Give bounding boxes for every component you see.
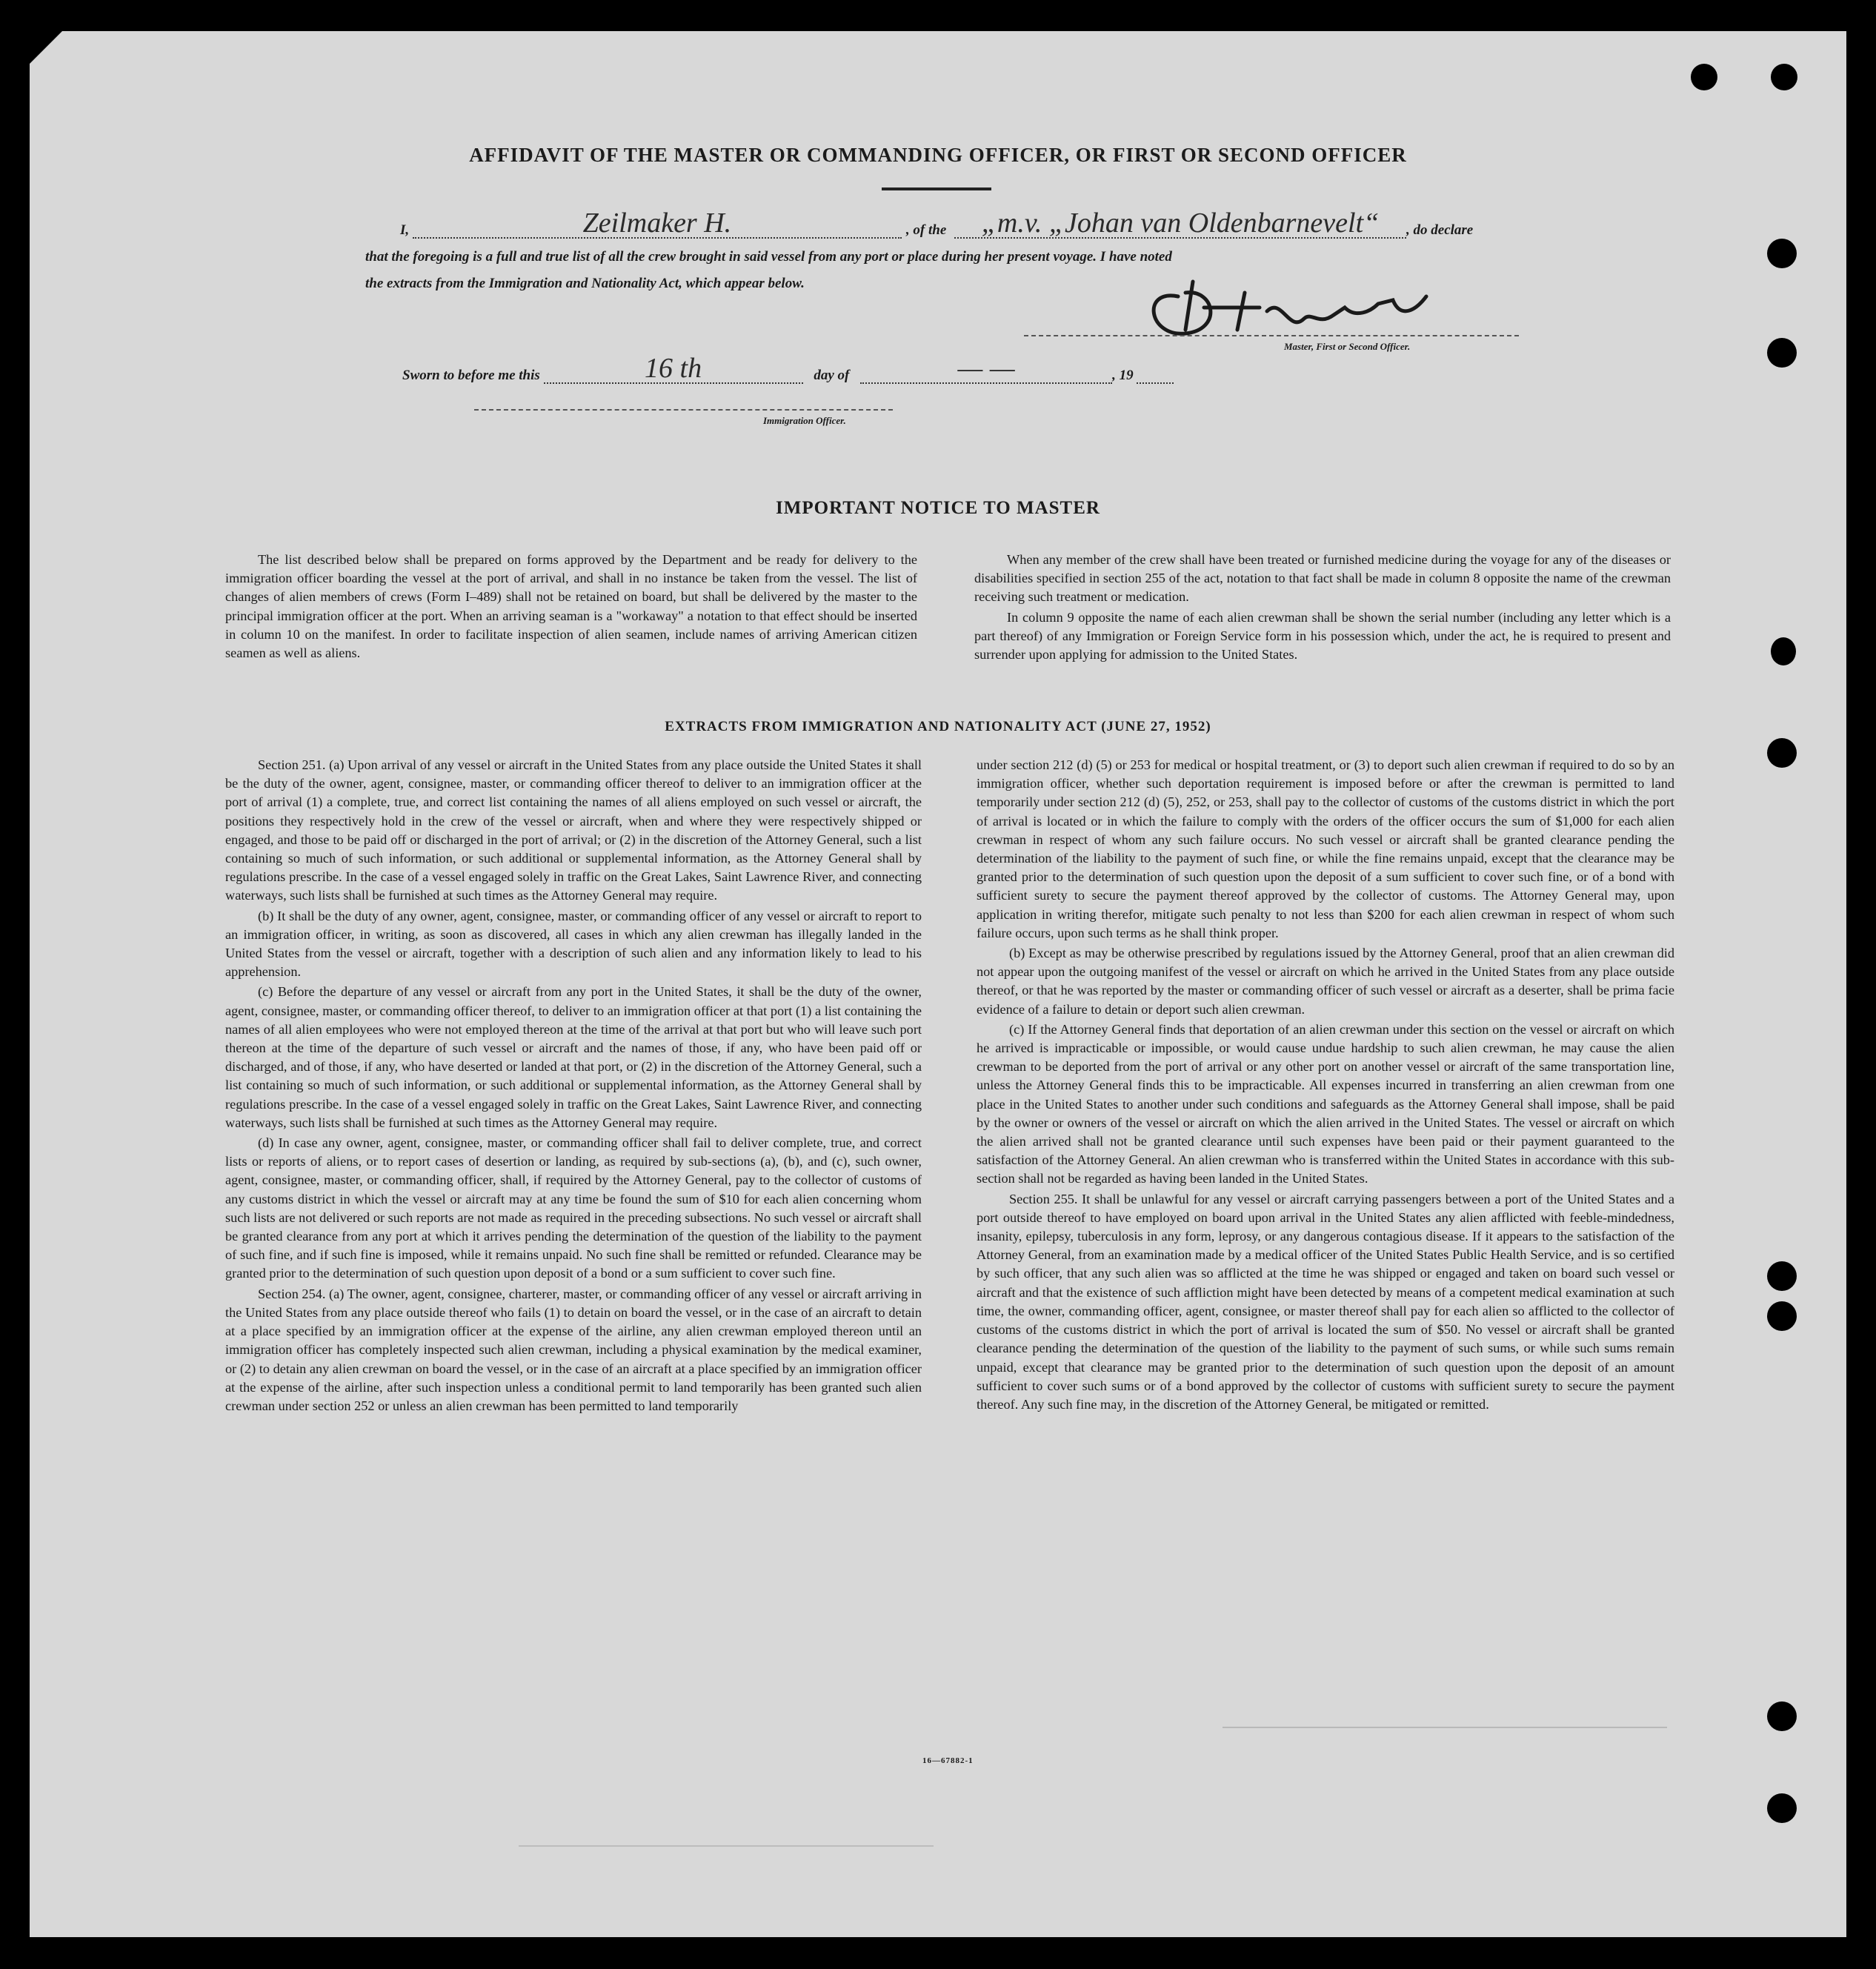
extract-paragraph: under section 212 (d) (5) or 253 for medical or hospital treatment, or (3) to deport such alien crewman if required to do so by an immigration officer, whether such deportation requirement is imposed before or after the crewman is permitted to land temporarily under section 212 (d) (5), 252, or 253, shall pay to the collector of customs of the customs district in which the port of arrival is located or in which the failure to comply with the orders of the officer occurs the sum of $1,000 for each alien crewman in respect of whom any such failure occurs. No such vessel or aircraft shall be granted clearance pending the determination of the liability to the payment of such fine, or while the fine remains unpaid, except that the clearance may be granted prior to the determination of such question upon the deposit of a sum sufficient to cover such fine, or of a bond with sufficient surety to secure the payment thereof approved by the collector of customs. The Attorney General may, upon application in writing therefor, mitigate such penalty to not less than $200 for each alien crewman in respect of whom such failure occurs, upon such terms as he shall think proper. — [977, 757, 1674, 940]
binder-hole — [1771, 637, 1796, 665]
binder-hole — [1767, 738, 1797, 768]
declaration-line — [400, 209, 1473, 239]
sworn-day-field[interactable]: 16 th — [544, 354, 803, 384]
extract-paragraph: Section 254. (a) The owner, agent, consignee, charterer, master, or commanding officer of any vessel or aircraft arriving in the United States from any place outside thereof who fails (1) to detain on board the vessel, or in the case of an aircraft to detain at a place specified by an immigration officer at the expense of the airline, any alien crewman employed thereon until an immigration officer has completely inspected such alien crewman, including a physical examination by the medical examiner, or (2) to detain any alien crewman on board the vessel, or in the case of an aircraft at a place specified by an immigration officer at the expense of the airline, after such inspection unless a conditional permit to land temporarily has been granted such alien crewman under section 252 or unless an alien crewman has been permitted to land temporarily — [225, 1286, 922, 1413]
show-through-mark — [519, 1845, 934, 1847]
binder-hole — [1767, 1701, 1797, 1731]
day-of-label: day of — [814, 368, 850, 383]
extract-paragraph: Section 255. It shall be unlawful for any vessel or aircraft carrying passengers between a port of the United States and a port outside thereof to have employed on board upon arrival in the United States any alien afflicted with feeble-mindedness, insanity, epilepsy, tuberculosis in any form, leprosy, or any dangerous contagious disease. If it appears to the satisfaction of the Attorney General, from an examination made by a medical officer of the United States Public Health Service, and is so certified by such officer, that any such alien was so afflicted at the time he was shipped or engaged and taken on board such vessel or aircraft and that the existence of such affliction might have been detected by means of a competent medical examination at such time, the owner, commanding officer, agent, consignee, or master thereof shall pay for each alien so afflicted to the collector of customs of the customs district in which the port of arrival is located the sum of $50. No vessel or aircraft shall be granted clearance pending the determination of the question of the liability to the payment of such sums, or while such sums remain unpaid, except that clearance may be granted prior to the determination of such question upon the deposit of an amount sufficient to cover such sums or of a bond approved by the collector of customs with sufficient surety to secure the payment thereof. Any such fine may, in the discretion of the Attorney General, be mitigated or remitted. — [977, 1191, 1674, 1412]
declaration-prefix: I, — [400, 222, 410, 238]
binder-hole — [1691, 64, 1717, 90]
declaration-line-3: the extracts from the Immigration and Nationality Act, which appear below. — [365, 276, 805, 291]
signature-caption: Master, First or Second Officer. — [1284, 341, 1411, 352]
declaration-line-2: that the foregoing is a full and true list of all the crew brought in said vessel from any port or place during her present voyage. I have noted — [365, 249, 1172, 265]
notice-right-column — [974, 551, 1671, 665]
extracts-left-column — [225, 756, 922, 1417]
sworn-line — [402, 354, 1174, 384]
notice-paragraph: In column 9 opposite the name of each alien crewman shall be shown the serial number (including any letter which is a part thereof) of any Immigration or Foreign Service form in his possession which, under the act, he is required to present and surrender upon applying for admission to the United States. — [974, 609, 1671, 663]
extracts-title: EXTRACTS FROM IMMIGRATION AND NATIONALITY ACT (JUNE 27, 1952) — [665, 719, 1211, 734]
extract-paragraph: (d) In case any owner, agent, consignee, master, or commanding officer shall fail to deliver complete, true, and correct lists or reports of aliens, or to report cases of desertion or landing, as required by sub-sections (a), (b), and (c), such owner, agent, consignee, master, or commanding officer, shall, if required by the Attorney General, pay to the collector of customs of any customs district in which the vessel or aircraft may at any time be found the sum of $10 for each alien concerning whom such lists are not delivered or such reports are not made as required in the preceding subsections. No such vessel or aircraft shall be granted clearance from any port at which it arrives pending the determination of the question of the liability to the payment of such fine, and if such fine is imposed, while it remains unpaid. No such fine shall be remitted or refunded. Clearance may be granted prior to the determination of such question upon deposit of a bond or a sum sufficient to cover such fine. — [225, 1135, 922, 1281]
declaration-suffix: , do declare — [1406, 222, 1474, 238]
vessel-name-field[interactable]: „m.v. „Johan van Oldenbarnevelt“ — [954, 209, 1406, 239]
master-name-field[interactable]: Zeilmaker H. — [413, 209, 902, 239]
year-prefix: , 19 — [1112, 368, 1134, 383]
notice-paragraph: When any member of the crew shall have been treated or furnished medicine during the voyage for any of the diseases or disabilities specified in section 255 of the act, notation to that fact shall be made in column 8 opposite the name of the crewman receiving such treatment or medication. — [974, 552, 1671, 605]
sworn-prefix: Sworn to before me this — [402, 368, 540, 383]
form-number: 16—67882-1 — [922, 1756, 974, 1765]
corner-fold — [30, 31, 62, 64]
officer-signature-line — [474, 409, 893, 411]
binder-hole — [1767, 1793, 1797, 1823]
binder-hole — [1767, 1301, 1797, 1331]
extract-paragraph: (b) Except as may be otherwise prescribed by regulations issued by the Attorney General, proof that an alien crewman did not appear upon the outgoing manifest of the vessel or aircraft on which he arrived in the United States from any place outside thereof, or that he was reported by the master or commanding officer of such vessel or aircraft as a deserter, shall be prima facie evidence of a failure to detain or deport such alien crewman. — [977, 946, 1674, 1017]
binder-hole — [1767, 239, 1797, 268]
declaration-mid: , of the — [905, 222, 947, 238]
binder-hole — [1767, 338, 1797, 368]
notice-title: IMPORTANT NOTICE TO MASTER — [776, 498, 1100, 518]
extract-paragraph: (c) If the Attorney General finds that deportation of an alien crewman under this section on the vessel or aircraft on which he arrived is impracticable or impossible, or would cause undue hardship to such alien crewman, he may cause the alien crewman to be deported from the port of arrival or any other port on another vessel or aircraft of the same transportation line, unless the Attorney General finds this to be impracticable. All expenses incurred in transferring an alien crewman from one place in the United States to another under such conditions and safeguards as the Attorney General shall impose, shall be paid by the owner or owners of the vessel or aircraft on which the alien arrived in the United States. The vessel or aircraft on which the alien arrived shall not be granted clearance until such expenses have been paid or their payment guaranteed to the satisfaction of the Attorney General. An alien crewman who is transferred within the United States in accordance with this sub-section shall not be regarded as having been landed in the United States. — [977, 1021, 1674, 1186]
title-rule — [882, 187, 991, 190]
notice-paragraph: The list described below shall be prepared on forms approved by the Department and be ready for delivery to the immigration officer boarding the vessel at the port of arrival, and shall in no instance be taken from the vessel. The list of changes of alien members of crews (Form I–489) shall not be retained on board, but shall be delivered by the master to the principal immigration officer at the port. When an arriving seaman is a "workaway" a notation to that effect should be inserted in column 10 on the manifest. In order to facilitate inspection of alien seamen, include names of arriving American citizen seamen as well as aliens. — [225, 552, 917, 661]
extract-paragraph: (c) Before the departure of any vessel or aircraft from any port in the United States, it shall be the duty of the owner, agent, consignee, master, or commanding officer thereof, to deliver to an immigration officer at that port (1) a list containing the names of all alien employees who were not employed thereon at the time of the arrival at that port but who will leave such port thereon at the time of the departure of such vessel or aircraft and the names of those, if any, who have been paid off or discharged, and of those, if any, who have deserted or landed at that port, or (2) in the discretion of the Attorney General, such a list containing so much of such information, or such additional or supplemental information, as the Attorney General shall by regulations prescribe. In the case of a vessel engaged solely in traffic on the Great Lakes, Saint Lawrence River, and connecting waterways, such lists shall be furnished at such times as the Attorney General may require. — [225, 984, 922, 1130]
notice-left-column — [225, 551, 917, 664]
binder-hole — [1767, 1261, 1797, 1291]
extract-paragraph: Section 251. (a) Upon arrival of any vessel or aircraft in the United States from any place outside the United States it shall be the duty of the owner, agent, consignee, master, or commanding officer thereof to deliver to an immigration officer at the port of arrival (1) a complete, true, and correct list containing the names of all aliens employed on such vessel or aircraft, the positions they respectively hold in the crew of the vessel or aircraft, when and where they were respectively shipped or engaged, and those to be paid off or discharged in the port of arrival; or (2) in the discretion of the Attorney General, such a list containing so much of such information, or such additional or supplemental information, as the Attorney General shall by regulations prescribe. In the case of a vessel engaged solely in traffic on the Great Lakes, Saint Lawrence River, and connecting waterways, such lists shall be furnished at such times as the Attorney General may require. — [225, 757, 922, 903]
sworn-year-field[interactable] — [1137, 382, 1174, 384]
affidavit-title: AFFIDAVIT OF THE MASTER OR COMMANDING OFFICER, OR FIRST OR SECOND OFFICER — [469, 144, 1407, 166]
master-signature — [1134, 267, 1437, 341]
officer-caption: Immigration Officer. — [763, 415, 846, 426]
extract-paragraph: (b) It shall be the duty of any owner, agent, consignee, master, or commanding officer of any vessel or aircraft to report to an immigration officer, in writing, as soon as discovered, all cases in which any alien crewman has illegally landed in the United States from the vessel or aircraft, together with a description of such alien and any information likely to lead to his apprehension. — [225, 908, 922, 980]
signature-line — [1024, 335, 1519, 336]
binder-hole — [1771, 64, 1797, 90]
extracts-right-column — [977, 756, 1674, 1415]
show-through-mark — [1223, 1727, 1667, 1728]
sworn-month-field[interactable]: — — — [860, 354, 1112, 384]
